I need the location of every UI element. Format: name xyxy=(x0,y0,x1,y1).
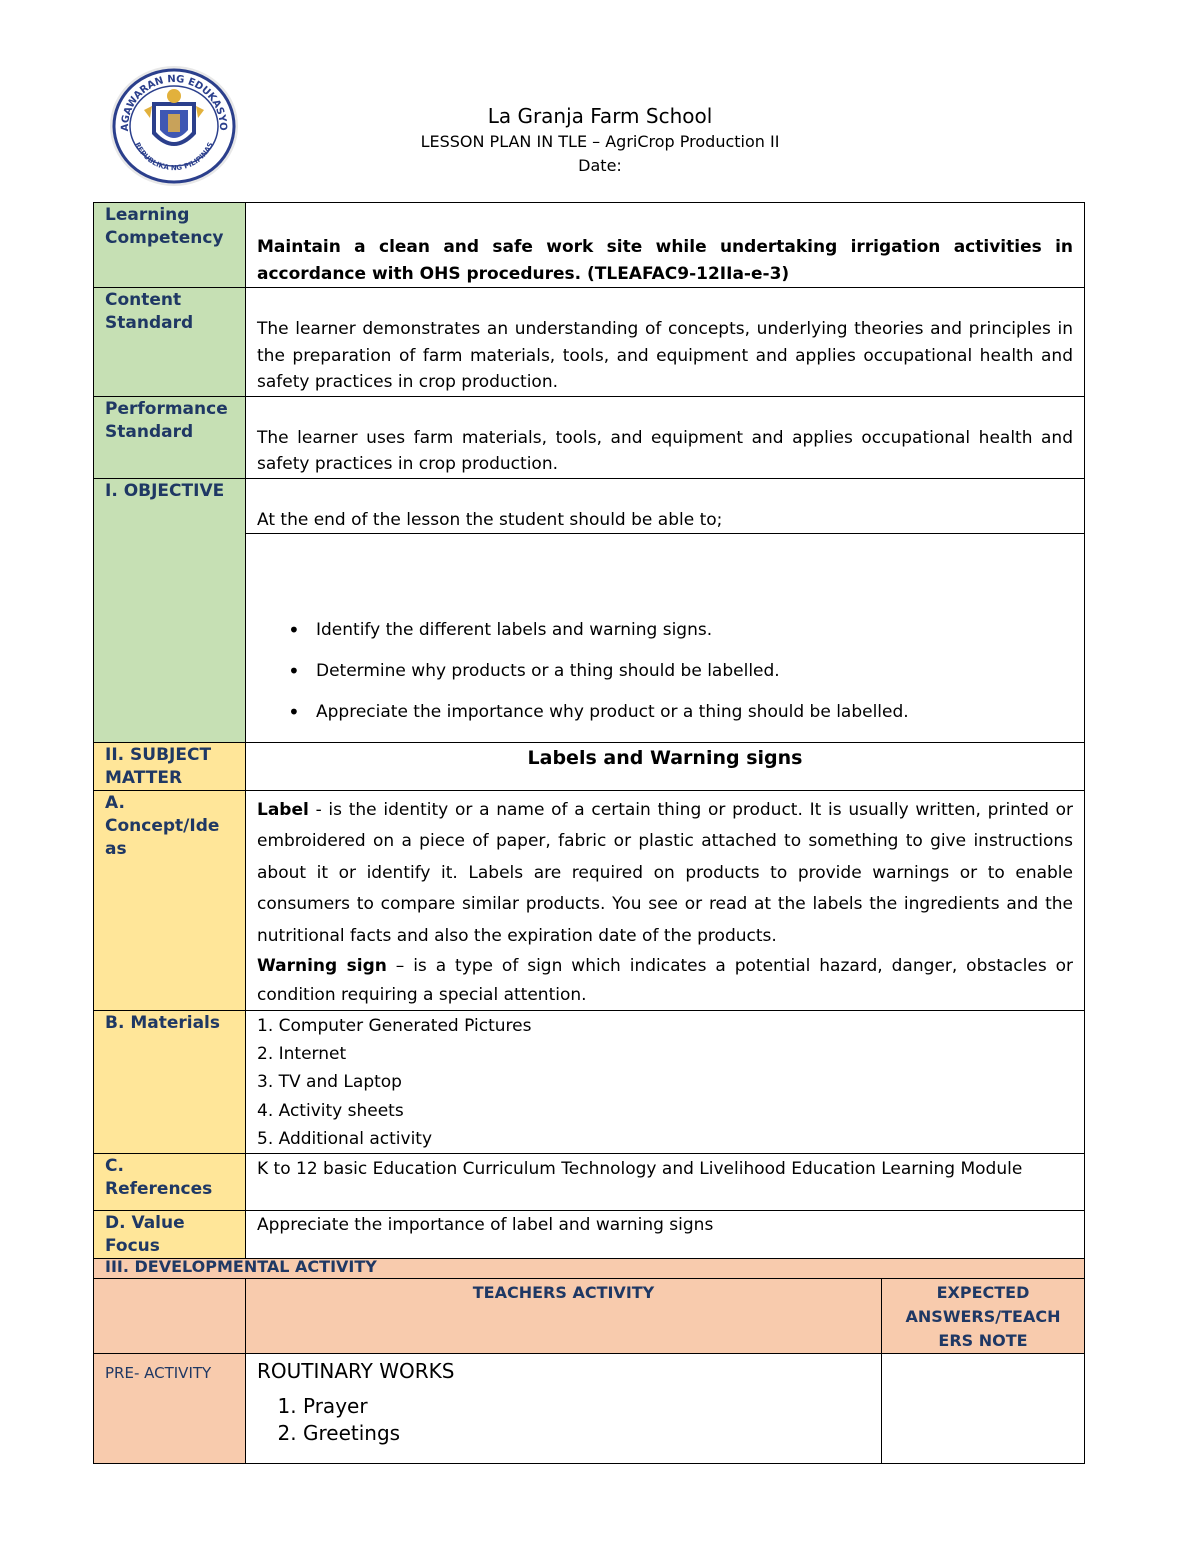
deped-seal xyxy=(106,62,242,188)
performance-standard-text: The learner uses farm materials, tools, and equipment and applies occupational health and safety practices in crop production. xyxy=(246,396,1085,478)
routine-item: 1. Prayer xyxy=(303,1393,870,1420)
objective-item: • Appreciate the importance why product or a thing should be labelled. xyxy=(288,699,1084,740)
references-label xyxy=(94,1154,246,1211)
subject-matter-title: Labels and Warning signs xyxy=(246,743,1085,791)
objective-intro: At the end of the lesson the student should be able to; xyxy=(246,478,1085,534)
value-focus-label-line: D. Value xyxy=(105,1213,185,1234)
objective-list xyxy=(246,617,1084,740)
learning-competency-text: Maintain a clean and safe work site while undertaking irrigation activities in accordance with OHS procedures. (TLEAFAC9-12IIa-e-3) xyxy=(246,203,1085,288)
row-pre-activity xyxy=(94,1354,1085,1464)
label-term: Label xyxy=(257,800,309,820)
objective-item: • Identify the different labels and warning signs. xyxy=(288,617,1084,658)
warning-definition xyxy=(257,952,1073,1010)
date-label: Date: xyxy=(578,156,622,175)
school-name: La Granja Farm School xyxy=(487,104,713,128)
row-subject-matter xyxy=(94,743,1085,791)
row-value-focus xyxy=(94,1211,1085,1259)
activity-header-blank xyxy=(94,1279,246,1354)
label-definition-text: - is the identity or a name of a certain thing or product. It is usually written, printed or embroidered on a piece of paper, fabric or plastic attached to something to give instructions about it or identify it. Labels are required on products to provide warnings or to enable consumers to compare similar products. You see or read at the labels the ingredients and the nutritional facts and also the expiration date of the products. xyxy=(257,800,1073,946)
materials-label: B. Materials xyxy=(94,1011,246,1154)
svg-text:KAGAWARAN NG EDUKASYON: AGAWARAN NG EDUKASYO xyxy=(119,73,229,132)
warning-definition-text: – is a type of sign which indicates a potential hazard, danger, obstacles or condition requiring a special attention. xyxy=(257,956,1073,1006)
references-text: K to 12 basic Education Curriculum Technology and Livelihood Education Learning Module xyxy=(246,1154,1085,1211)
concept-label-line: Concept/Ide xyxy=(105,816,220,836)
value-focus-label xyxy=(94,1211,246,1259)
materials-item: 4. Activity sheets xyxy=(257,1100,404,1121)
expected-header-line: EXPECTED xyxy=(936,1283,1030,1303)
row-content-standard xyxy=(94,288,1085,397)
objective-item: • Determine why products or a thing should be labelled. xyxy=(288,658,1084,699)
references-label-line: References xyxy=(105,1179,213,1200)
lesson-plan-title: LESSON PLAN IN TLE – AgriCrop Production II xyxy=(420,132,780,151)
materials-item: 3. TV and Laptop xyxy=(257,1072,402,1093)
row-materials xyxy=(94,1011,1085,1154)
routine-list xyxy=(257,1393,870,1447)
value-focus-text: Appreciate the importance of label and warning signs xyxy=(246,1211,1085,1259)
row-references xyxy=(94,1154,1085,1211)
svg-text:REPUBLIKA NG PILIPINAS: REPUBLIKA NG PILIPINAS xyxy=(133,141,215,173)
value-focus-label-line: Focus xyxy=(105,1236,160,1257)
row-concept xyxy=(94,791,1085,1011)
row-objective xyxy=(94,478,1085,534)
materials-item: 2. Internet xyxy=(257,1044,347,1065)
routinary-works-title: ROUTINARY WORKS xyxy=(257,1359,455,1384)
concept-label-line: as xyxy=(105,839,127,859)
expected-header-line: ANSWERS/TEACH xyxy=(905,1307,1061,1327)
row-performance-standard xyxy=(94,396,1085,478)
warning-term: Warning sign xyxy=(257,956,387,977)
row-learning-competency xyxy=(94,203,1085,288)
materials-item: 5. Additional activity xyxy=(257,1128,433,1149)
materials-item: 1. Computer Generated Pictures xyxy=(257,1016,532,1037)
expected-answers-cell xyxy=(882,1354,1085,1464)
label-definition xyxy=(257,795,1073,952)
pre-activity-label: PRE- ACTIVITY xyxy=(94,1354,246,1464)
expected-header-line: ERS NOTE xyxy=(938,1331,1028,1351)
content-standard-text: The learner demonstrates an understanding of concepts, underlying theories and principles in the preparation of farm materials, tools, and equipment and applies occupational health and safety practices in crop production. xyxy=(246,288,1085,397)
concept-text xyxy=(246,791,1085,1011)
row-developmental-activity xyxy=(94,1259,1085,1279)
materials-list xyxy=(246,1011,1085,1154)
learning-competency-label: Learning Competency xyxy=(94,203,246,288)
teachers-activity-header: TEACHERS ACTIVITY xyxy=(246,1279,882,1354)
routinary-works-cell xyxy=(246,1354,882,1464)
subject-matter-label: II. SUBJECT MATTER xyxy=(94,743,246,791)
concept-label xyxy=(94,791,246,1011)
developmental-activity-label: III. DEVELOPMENTAL ACTIVITY xyxy=(94,1259,1085,1279)
lesson-plan-table xyxy=(93,202,1085,1464)
routine-item: 2. Greetings xyxy=(303,1420,870,1447)
references-label-line: C. xyxy=(105,1156,124,1177)
performance-standard-label: Performance Standard xyxy=(94,396,246,478)
objective-label: I. OBJECTIVE xyxy=(94,478,246,743)
content-standard-label: Content Standard xyxy=(94,288,246,397)
objective-items-cell xyxy=(246,534,1085,743)
expected-answers-header xyxy=(882,1279,1085,1354)
row-activity-headers xyxy=(94,1279,1085,1354)
concept-label-line: A. xyxy=(105,793,125,813)
